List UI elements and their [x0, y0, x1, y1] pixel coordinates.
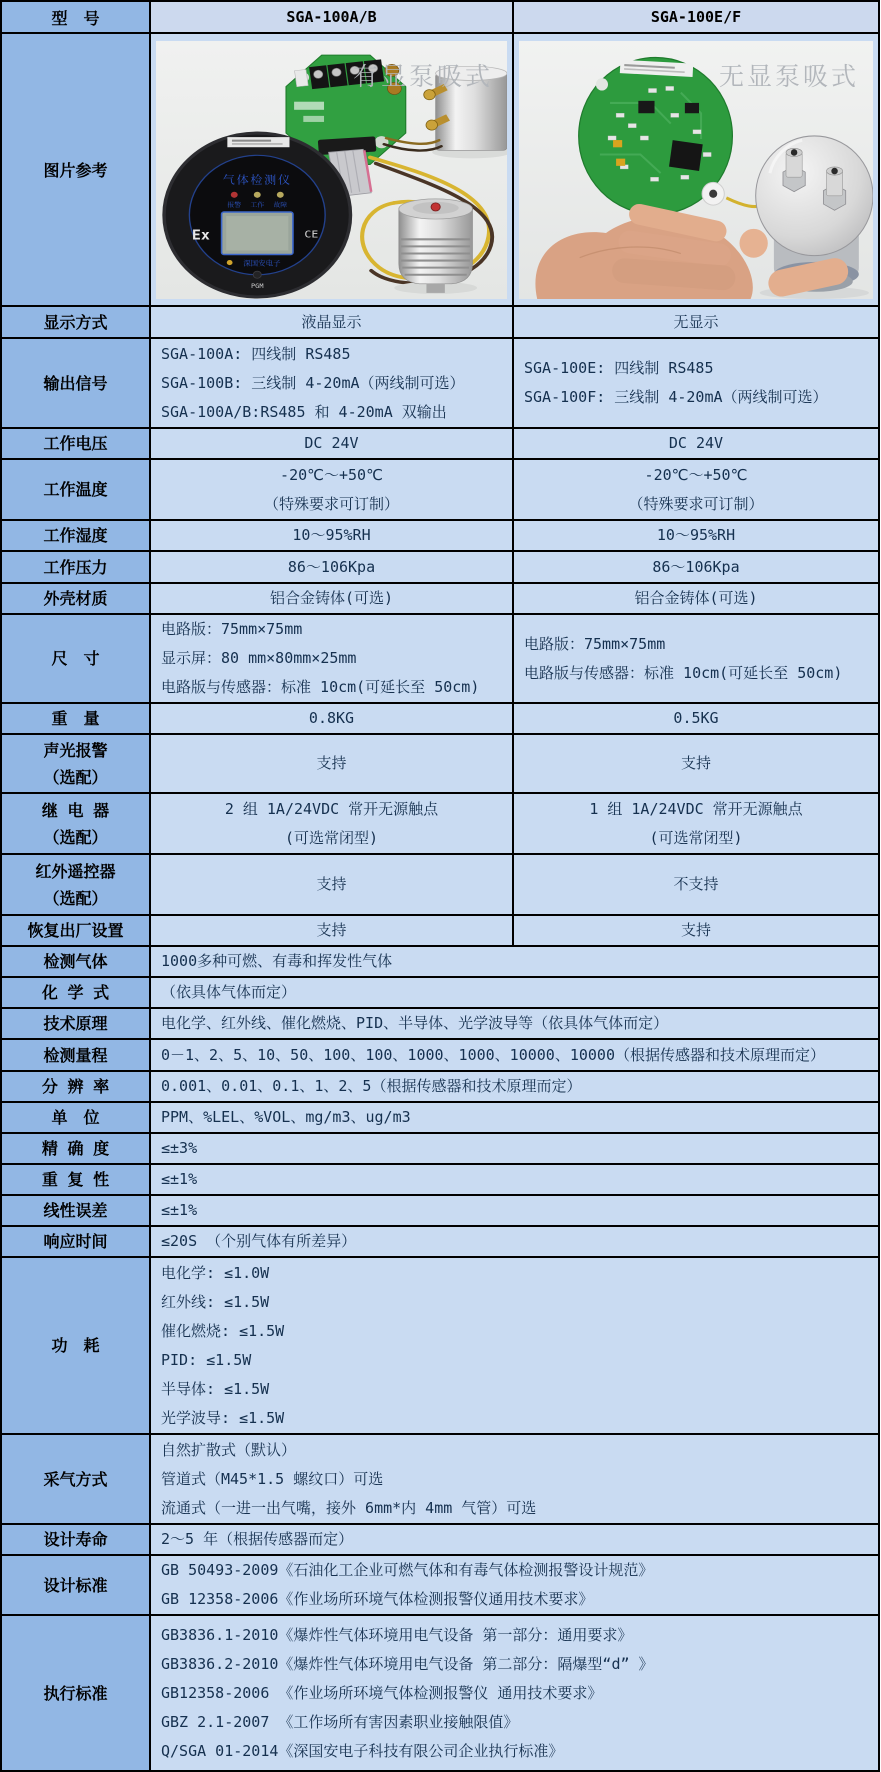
row-label — [1, 915, 150, 946]
value-line: (可选常闭型) — [649, 828, 743, 847]
value-line: （特殊要求可订制） — [628, 494, 764, 513]
value-cell — [150, 1615, 879, 1771]
value-line: 催化燃烧: ≤1.5W — [161, 1321, 285, 1340]
row-label-line: 继 电 器 — [41, 800, 110, 820]
image-row-label: 图片参考 — [1, 33, 150, 306]
value-line: 0.001、0.01、0.1、1、2、5（根据传感器和技术原理而定） — [161, 1077, 582, 1095]
value-line: 电路版：75mm×75mm — [524, 634, 666, 653]
value-line: 支持 — [316, 921, 347, 939]
value-line: 支持 — [680, 921, 711, 939]
row-label — [1, 1133, 150, 1164]
row-label-line: 响应时间 — [43, 1232, 108, 1251]
row-label — [1, 703, 150, 734]
value-cell — [150, 703, 513, 734]
row-label-line: 设计寿命 — [43, 1530, 108, 1549]
value-cell — [150, 1102, 879, 1133]
row-label — [1, 1226, 150, 1257]
value-cell — [150, 306, 513, 338]
row-label-line: 执行标准 — [43, 1683, 108, 1703]
row-label-line: 声光报警 — [43, 740, 108, 760]
row-label-line: 重 复 性 — [41, 1170, 110, 1189]
image-row — [1, 33, 879, 306]
value-line: 不支持 — [673, 875, 719, 893]
value-cell — [513, 614, 879, 703]
value-line: （特殊要求可订制） — [263, 494, 399, 513]
value-line: SGA-100F: 三线制 4-20mA（两线制可选） — [524, 388, 828, 406]
row-label-line: 工作压力 — [43, 557, 108, 577]
value-line: 电化学: ≤1.0W — [161, 1263, 270, 1282]
spec-row — [1, 1008, 879, 1039]
value-line: GB3836.2-2010《爆炸性气体环境用电气设备 第二部分：隔爆型“d” 》 — [161, 1654, 654, 1673]
value-line: GB3836.1-2010《爆炸性气体环境用电气设备 第一部分：通用要求》 — [161, 1625, 633, 1644]
value-line: GB12358-2006 《作业场所环境气体检测报警仪 通用技术要求》 — [161, 1683, 603, 1702]
row-label-line: 分 辨 率 — [41, 1077, 110, 1096]
spec-row — [1, 1039, 879, 1071]
row-label-line: 工作电压 — [43, 434, 108, 453]
value-line: SGA-100A: 四线制 RS485 — [161, 344, 351, 363]
value-cell — [513, 551, 879, 583]
value-line: 电化学、红外线、催化燃烧、PID、半导体、光学波导等（依具体气体而定） — [161, 1014, 669, 1032]
device-brand-text: 深国安电子 — [243, 258, 281, 267]
value-line: GBZ 2.1-2007 《工作场所有害因素职业接触限值》 — [161, 1712, 519, 1731]
value-cell — [513, 428, 879, 459]
row-label-line: 线性误差 — [43, 1201, 108, 1220]
row-label-line: 尺 寸 — [51, 649, 100, 668]
row-label-line: 检测量程 — [43, 1045, 108, 1065]
spec-row — [1, 1615, 879, 1771]
value-line: 10～95%RH — [656, 526, 736, 544]
row-label — [1, 1615, 150, 1771]
product-photo-right — [519, 41, 873, 299]
value-line: 半导体: ≤1.5W — [161, 1379, 270, 1398]
value-line: ≤±1% — [161, 1170, 198, 1188]
row-label — [1, 977, 150, 1008]
value-line: 铝合金铸体(可选) — [634, 589, 758, 607]
row-label — [1, 1195, 150, 1226]
value-cell — [513, 338, 879, 428]
value-line: 光学波导: ≤1.5W — [161, 1408, 285, 1427]
row-label-line: 采气方式 — [43, 1469, 108, 1489]
value-line: 支持 — [316, 754, 347, 772]
spec-row — [1, 1226, 879, 1257]
row-label-line: 重 量 — [51, 709, 100, 728]
value-cell — [150, 614, 513, 703]
spec-row — [1, 520, 879, 551]
value-cell — [150, 583, 513, 614]
value-line: 1000多种可燃、有毒和挥发性气体 — [161, 952, 393, 970]
value-line: 1 组 1A/24VDC 常开无源触点 — [589, 799, 803, 818]
value-line: 支持 — [680, 754, 711, 772]
value-line: ≤±3% — [161, 1139, 198, 1157]
row-label-line: 单 位 — [51, 1108, 100, 1127]
value-line: 0－1、2、5、10、50、100、100、1000、1000、10000、10000（根据传感器和技术原理而定） — [161, 1045, 825, 1064]
led-label-work: 工作 — [250, 200, 265, 209]
value-cell — [150, 1133, 879, 1164]
value-line: 显示屏：80 mm×80mm×25mm — [161, 649, 357, 667]
value-cell — [150, 977, 879, 1008]
row-label — [1, 1008, 150, 1039]
row-label-line: 设计标准 — [43, 1575, 108, 1595]
row-label-line: 输出信号 — [43, 373, 108, 393]
value-line: PID: ≤1.5W — [161, 1350, 252, 1369]
value-cell — [150, 915, 513, 946]
row-label-line: 功 耗 — [51, 1336, 100, 1355]
value-line: -20℃～+50℃ — [280, 465, 383, 484]
value-line: 支持 — [316, 875, 347, 893]
value-cell — [513, 583, 879, 614]
value-line: 管道式（M45*1.5 螺纹口）可选 — [161, 1469, 384, 1488]
row-label-line: 工作湿度 — [43, 526, 108, 545]
spec-row — [1, 915, 879, 946]
row-label-line: 显示方式 — [43, 312, 108, 332]
value-cell — [150, 1226, 879, 1257]
value-cell — [150, 854, 513, 915]
row-label — [1, 1102, 150, 1133]
value-line: SGA-100A/B:RS485 和 4-20mA 双输出 — [161, 402, 447, 421]
row-label-line: （选配） — [43, 888, 108, 908]
spec-row — [1, 1555, 879, 1615]
row-label-line: 检测气体 — [43, 952, 108, 971]
row-label-line: （选配） — [43, 827, 108, 847]
value-cell — [513, 703, 879, 734]
detector-face — [164, 133, 350, 297]
device-title-text: 气体检测仪 — [222, 172, 292, 186]
value-line: Q/SGA 01-2014《深国安电子科技有限公司企业执行标准》 — [161, 1741, 564, 1760]
value-line: 铝合金铸体(可选) — [269, 589, 394, 607]
value-line: ≤20S （个别气体有所差异） — [161, 1232, 357, 1250]
row-label — [1, 946, 150, 977]
spec-row — [1, 977, 879, 1008]
value-cell — [150, 1257, 879, 1434]
value-cell — [513, 793, 879, 854]
value-cell — [150, 338, 513, 428]
row-label — [1, 1555, 150, 1615]
right-photo-watermark: 无显泵吸式 — [718, 61, 859, 91]
value-line: 电路版：75mm×75mm — [161, 620, 303, 638]
row-label — [1, 734, 150, 793]
value-cell — [150, 459, 513, 520]
spec-rows — [1, 306, 879, 1771]
value-line: 10～95%RH — [292, 526, 371, 544]
ex-mark-text: Ex — [191, 227, 210, 243]
value-cell — [150, 1524, 879, 1555]
row-label — [1, 1071, 150, 1102]
value-line: 电路版与传感器：标准 10cm(可延长至 50cm) — [524, 663, 843, 682]
value-line: （依具体气体而定） — [161, 983, 297, 1001]
spec-row — [1, 459, 879, 520]
spec-row — [1, 614, 879, 703]
spec-row — [1, 1071, 879, 1102]
row-label — [1, 614, 150, 703]
row-label — [1, 338, 150, 428]
row-label-line: 恢复出厂设置 — [27, 921, 124, 940]
row-label — [1, 1039, 150, 1071]
value-cell — [150, 428, 513, 459]
spec-row — [1, 1257, 879, 1434]
row-label-line: 工作温度 — [43, 480, 108, 499]
model-right-header: SGA-100E/F — [513, 1, 879, 33]
value-line: 2～5 年（根据传感器而定） — [161, 1530, 354, 1548]
value-cell — [513, 306, 879, 338]
row-label-line: 红外遥控器 — [35, 861, 116, 881]
spec-row — [1, 306, 879, 338]
led-label-fault: 故障 — [273, 200, 288, 209]
value-cell — [513, 854, 879, 915]
device-button-text: PGM — [251, 281, 264, 290]
value-cell — [150, 1008, 879, 1039]
nozzle-2 — [823, 166, 845, 209]
row-label — [1, 551, 150, 583]
spec-row — [1, 946, 879, 977]
spec-row — [1, 1434, 879, 1524]
row-label — [1, 1164, 150, 1195]
value-line: -20℃～+50℃ — [644, 465, 748, 484]
product-photo-left — [156, 41, 507, 299]
row-label-line: 技术原理 — [43, 1014, 108, 1033]
spec-row — [1, 734, 879, 793]
spec-row — [1, 703, 879, 734]
spec-row — [1, 1133, 879, 1164]
value-cell — [150, 520, 513, 551]
value-line: 无显示 — [673, 312, 719, 331]
value-line: 液晶显示 — [301, 312, 362, 331]
value-cell — [513, 734, 879, 793]
spec-row — [1, 583, 879, 614]
value-line: 0.8KG — [308, 709, 355, 727]
spec-row — [1, 1524, 879, 1555]
led-label-alarm: 报警 — [227, 200, 242, 209]
value-cell — [150, 1039, 879, 1071]
spec-row — [1, 1195, 879, 1226]
spec-row — [1, 1164, 879, 1195]
value-cell — [150, 1434, 879, 1524]
spec-row — [1, 428, 879, 459]
value-line: GB 50493-2009《石油化工企业可燃气体和有毒气体检测报警设计规范》 — [161, 1561, 654, 1579]
ce-mark-text: CE — [304, 227, 319, 240]
value-cell — [150, 1195, 879, 1226]
value-line: 流通式（一进一出气嘴，接外 6mm*内 4mm 气管）可选 — [161, 1498, 537, 1517]
fingertip — [739, 228, 767, 257]
row-label-line: 外壳材质 — [43, 589, 108, 608]
value-line: GB 12358-2006《作业场所环境气体检测报警仪通用技术要求》 — [161, 1590, 594, 1608]
spec-row — [1, 1102, 879, 1133]
header-row — [1, 1, 879, 33]
nozzle-1 — [783, 148, 805, 191]
product-photo-right-cell — [513, 33, 879, 306]
model-header-label: 型 号 — [1, 1, 150, 33]
left-photo-watermark: 有显泵吸式 — [352, 61, 493, 91]
value-line: SGA-100B: 三线制 4-20mA（两线制可选） — [161, 373, 465, 392]
value-line: ≤±1% — [161, 1201, 198, 1219]
row-label-line: 精 确 度 — [41, 1139, 110, 1158]
row-label-line: （选配） — [43, 767, 108, 787]
row-label — [1, 459, 150, 520]
value-cell — [150, 1164, 879, 1195]
value-line: DC 24V — [668, 434, 724, 452]
row-label — [1, 583, 150, 614]
spec-row — [1, 338, 879, 428]
diffusion-sensor — [394, 198, 477, 293]
row-label — [1, 854, 150, 915]
row-label — [1, 1257, 150, 1434]
row-label — [1, 793, 150, 854]
product-photo-left-cell — [150, 33, 513, 306]
value-line: 电路版与传感器：标准 10cm(可延长至 50cm) — [161, 678, 480, 696]
value-cell — [150, 551, 513, 583]
model-left-header: SGA-100A/B — [150, 1, 513, 33]
value-cell — [513, 520, 879, 551]
value-cell — [150, 1555, 879, 1615]
value-line: 2 组 1A/24VDC 常开无源触点 — [224, 799, 439, 818]
value-cell — [150, 793, 513, 854]
row-label — [1, 1434, 150, 1524]
row-label — [1, 428, 150, 459]
value-line: 86～106Kpa — [287, 557, 376, 576]
row-label — [1, 306, 150, 338]
value-line: 自然扩散式（默认） — [161, 1440, 297, 1459]
value-line: SGA-100E: 四线制 RS485 — [524, 359, 714, 377]
value-cell — [150, 946, 879, 977]
spec-row — [1, 793, 879, 854]
row-label-line: 化 学 式 — [41, 983, 110, 1002]
row-label — [1, 520, 150, 551]
value-cell — [513, 459, 879, 520]
value-line: (可选常闭型) — [284, 828, 379, 847]
value-line: DC 24V — [304, 434, 359, 452]
value-line: 86～106Kpa — [652, 557, 740, 576]
value-cell — [513, 915, 879, 946]
spec-row — [1, 854, 879, 915]
value-line: 红外线: ≤1.5W — [161, 1292, 270, 1311]
row-label — [1, 1524, 150, 1555]
value-line: PPM、%LEL、%VOL、mg/m3、ug/m3 — [161, 1108, 411, 1126]
spec-row — [1, 551, 879, 583]
pcb-right — [579, 57, 733, 214]
value-line: 0.5KG — [673, 709, 719, 727]
value-cell — [150, 734, 513, 793]
value-cell — [150, 1071, 879, 1102]
